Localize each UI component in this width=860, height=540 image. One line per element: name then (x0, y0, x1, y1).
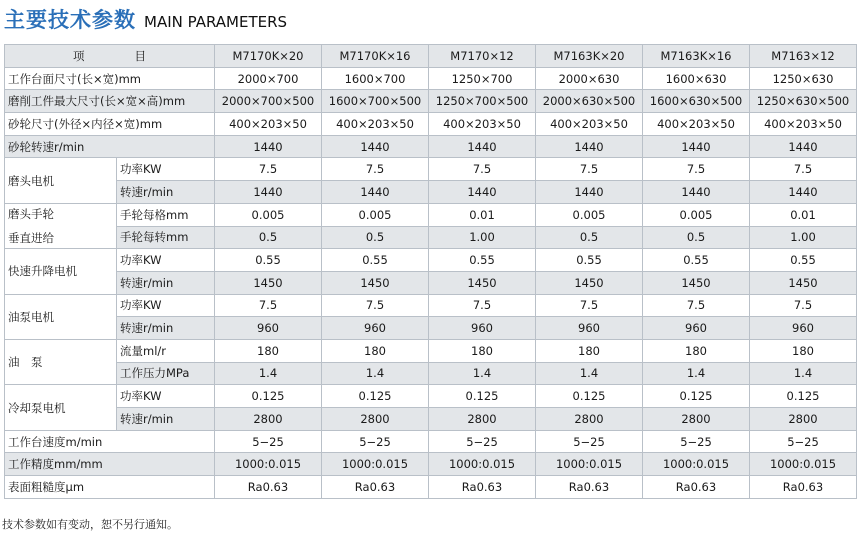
value-cell: 7.5 (643, 158, 750, 181)
value-cell: Ra0.63 (643, 476, 750, 499)
row-label: 工作精度mm/mm (5, 453, 215, 476)
model-header: M7163K×16 (643, 45, 750, 68)
value-cell: 1440 (215, 181, 322, 204)
value-cell: 0.005 (215, 203, 322, 226)
value-cell: 2800 (215, 408, 322, 431)
table-row (5, 339, 857, 362)
group-label: 油 泵 (5, 339, 117, 384)
value-cell: 400×203×50 (322, 113, 429, 136)
sub-label: 功率KW (117, 294, 215, 317)
model-header: M7163×12 (750, 45, 857, 68)
sub-label: 功率KW (117, 158, 215, 181)
value-cell: 1.4 (322, 362, 429, 385)
value-cell: 180 (429, 339, 536, 362)
table-row (5, 90, 857, 113)
value-cell: 7.5 (215, 294, 322, 317)
value-cell: 960 (429, 317, 536, 340)
value-cell: 2800 (429, 408, 536, 431)
value-cell: 0.55 (643, 249, 750, 272)
title-english: MAIN PARAMETERS (144, 13, 288, 31)
value-cell: 0.5 (643, 226, 750, 249)
value-cell: Ra0.63 (536, 476, 643, 499)
footnote: 技术参数如有变动，恕不另行通知。 (2, 518, 178, 531)
value-cell: 1600×700 (322, 67, 429, 90)
value-cell: 1440 (429, 135, 536, 158)
value-cell: 1.4 (215, 362, 322, 385)
value-cell: 1440 (536, 181, 643, 204)
header-row (5, 45, 857, 68)
header-item-cell (5, 45, 215, 68)
title-chinese: 主要技术参数 (4, 8, 136, 32)
value-cell: 0.125 (215, 385, 322, 408)
value-cell: 0.55 (215, 249, 322, 272)
table-row (5, 317, 857, 340)
value-cell: 1250×630×500 (750, 90, 857, 113)
value-cell: 400×203×50 (215, 113, 322, 136)
row-label: 表面粗糙度μm (5, 476, 215, 499)
value-cell: 180 (643, 339, 750, 362)
row-label: 砂轮尺寸(外径×内径×宽)mm (5, 113, 215, 136)
value-cell: 1000:0.015 (429, 453, 536, 476)
model-header: M7163K×20 (536, 45, 643, 68)
value-cell: 0.125 (429, 385, 536, 408)
table-row (5, 476, 857, 499)
value-cell: 0.01 (429, 203, 536, 226)
value-cell: 2800 (536, 408, 643, 431)
value-cell: 7.5 (429, 294, 536, 317)
value-cell: 0.5 (215, 226, 322, 249)
table-row (5, 135, 857, 158)
table-row (5, 226, 857, 249)
value-cell: 1.4 (429, 362, 536, 385)
header-item-char-a: 项 (73, 48, 85, 63)
value-cell: 0.005 (643, 203, 750, 226)
value-cell: 0.125 (536, 385, 643, 408)
sub-label: 工作压力MPa (117, 362, 215, 385)
sub-label: 转速r/min (117, 408, 215, 431)
value-cell: 1440 (643, 135, 750, 158)
value-cell: 0.005 (536, 203, 643, 226)
value-cell: 1450 (750, 271, 857, 294)
table-row (5, 453, 857, 476)
header-item-char-b: 目 (134, 48, 146, 63)
sub-label: 手轮每格mm (117, 203, 215, 226)
value-cell: 1450 (643, 271, 750, 294)
value-cell: 1450 (429, 271, 536, 294)
table-row (5, 408, 857, 431)
value-cell: 960 (215, 317, 322, 340)
value-cell: 400×203×50 (643, 113, 750, 136)
value-cell: 2000×700×500 (215, 90, 322, 113)
value-cell: 180 (750, 339, 857, 362)
value-cell: 2000×630×500 (536, 90, 643, 113)
group-label: 油泵电机 (5, 294, 117, 339)
value-cell: 7.5 (322, 158, 429, 181)
value-cell: 1440 (750, 181, 857, 204)
value-cell: 1440 (536, 135, 643, 158)
value-cell: 0.55 (536, 249, 643, 272)
table-row (5, 181, 857, 204)
value-cell: 1440 (322, 135, 429, 158)
value-cell: 0.55 (429, 249, 536, 272)
table-row (5, 362, 857, 385)
sub-label: 功率KW (117, 385, 215, 408)
value-cell: 0.005 (322, 203, 429, 226)
sub-label: 手轮每转mm (117, 226, 215, 249)
value-cell: 1450 (536, 271, 643, 294)
row-label: 砂轮转速r/min (5, 135, 215, 158)
value-cell: 0.125 (322, 385, 429, 408)
group-label-line: 磨头手轮 (8, 207, 54, 221)
value-cell: 7.5 (536, 158, 643, 181)
value-cell: 2000×630 (536, 67, 643, 90)
value-cell: 1440 (429, 181, 536, 204)
value-cell: 400×203×50 (429, 113, 536, 136)
value-cell: 5−25 (429, 430, 536, 453)
value-cell: 1000:0.015 (643, 453, 750, 476)
sub-label: 功率KW (117, 249, 215, 272)
value-cell: 0.125 (750, 385, 857, 408)
value-cell: 1250×700 (429, 67, 536, 90)
table-row (5, 203, 857, 226)
value-cell: 1600×700×500 (322, 90, 429, 113)
value-cell: Ra0.63 (750, 476, 857, 499)
value-cell: 1450 (322, 271, 429, 294)
value-cell: 1000:0.015 (322, 453, 429, 476)
value-cell: 1000:0.015 (536, 453, 643, 476)
value-cell: 7.5 (643, 294, 750, 317)
value-cell: 1.4 (750, 362, 857, 385)
value-cell: 180 (536, 339, 643, 362)
value-cell: 0.125 (643, 385, 750, 408)
value-cell: 2800 (643, 408, 750, 431)
value-cell: 5−25 (750, 430, 857, 453)
value-cell: 0.5 (322, 226, 429, 249)
value-cell: 7.5 (322, 294, 429, 317)
value-cell: Ra0.63 (429, 476, 536, 499)
value-cell: 7.5 (750, 158, 857, 181)
group-label: 磨头电机 (5, 158, 117, 203)
value-cell: 7.5 (215, 158, 322, 181)
row-label: 工作台面尺寸(长×宽)mm (5, 67, 215, 90)
table-row (5, 385, 857, 408)
value-cell: 1600×630×500 (643, 90, 750, 113)
model-header: M7170K×16 (322, 45, 429, 68)
value-cell: 5−25 (215, 430, 322, 453)
value-cell: 5−25 (643, 430, 750, 453)
value-cell: 1440 (215, 135, 322, 158)
table-row (5, 249, 857, 272)
value-cell: 400×203×50 (750, 113, 857, 136)
value-cell: 960 (643, 317, 750, 340)
value-cell: 7.5 (750, 294, 857, 317)
value-cell: Ra0.63 (215, 476, 322, 499)
value-cell: 1450 (215, 271, 322, 294)
value-cell: 1.00 (750, 226, 857, 249)
table-row (5, 430, 857, 453)
sub-label: 转速r/min (117, 181, 215, 204)
value-cell: 960 (536, 317, 643, 340)
group-label-line: 垂直进给 (8, 231, 54, 245)
value-cell: 400×203×50 (536, 113, 643, 136)
value-cell: Ra0.63 (322, 476, 429, 499)
value-cell: 1.4 (536, 362, 643, 385)
sub-label: 转速r/min (117, 317, 215, 340)
model-header: M7170K×20 (215, 45, 322, 68)
table-row (5, 271, 857, 294)
value-cell: 2800 (750, 408, 857, 431)
table-row (5, 158, 857, 181)
table-row (5, 113, 857, 136)
value-cell: 180 (215, 339, 322, 362)
value-cell: 1000:0.015 (750, 453, 857, 476)
value-cell: 7.5 (429, 158, 536, 181)
table-row (5, 67, 857, 90)
sub-label: 流量ml/r (117, 339, 215, 362)
value-cell: 960 (750, 317, 857, 340)
group-label: 冷却泵电机 (5, 385, 117, 430)
sub-label: 转速r/min (117, 271, 215, 294)
value-cell: 1.4 (643, 362, 750, 385)
value-cell: 2800 (322, 408, 429, 431)
value-cell: 5−25 (536, 430, 643, 453)
value-cell: 1250×630 (750, 67, 857, 90)
model-header: M7170×12 (429, 45, 536, 68)
group-label (5, 203, 117, 248)
value-cell: 1440 (322, 181, 429, 204)
value-cell: 2000×700 (215, 67, 322, 90)
row-label: 工作台速度m/min (5, 430, 215, 453)
table-row (5, 294, 857, 317)
value-cell: 180 (322, 339, 429, 362)
parameters-table (4, 44, 857, 499)
value-cell: 1.00 (429, 226, 536, 249)
value-cell: 1440 (750, 135, 857, 158)
value-cell: 5−25 (322, 430, 429, 453)
value-cell: 0.5 (536, 226, 643, 249)
value-cell: 1000:0.015 (215, 453, 322, 476)
value-cell: 960 (322, 317, 429, 340)
value-cell: 1600×630 (643, 67, 750, 90)
value-cell: 0.55 (750, 249, 857, 272)
group-label: 快速升降电机 (5, 249, 117, 294)
page-header (4, 4, 287, 34)
row-label: 磨削工件最大尺寸(长×宽×高)mm (5, 90, 215, 113)
value-cell: 7.5 (536, 294, 643, 317)
value-cell: 1250×700×500 (429, 90, 536, 113)
value-cell: 0.55 (322, 249, 429, 272)
value-cell: 1440 (643, 181, 750, 204)
value-cell: 0.01 (750, 203, 857, 226)
